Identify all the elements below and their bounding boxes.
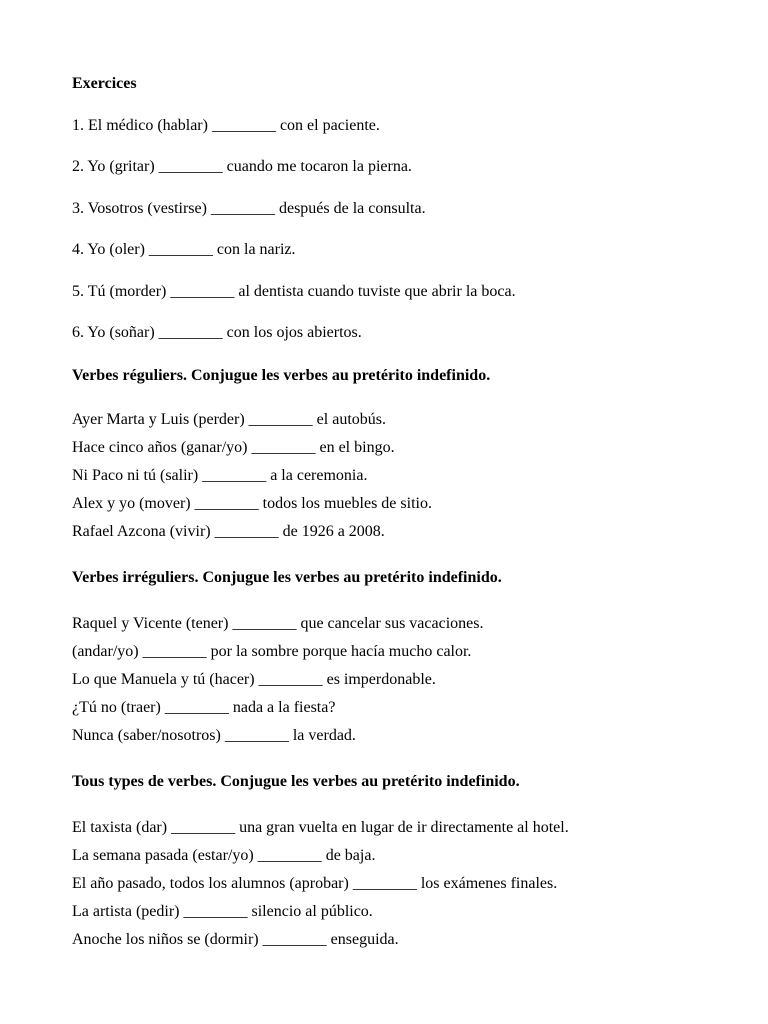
exercise-item: 4. Yo (oler) ________ con la nariz.	[72, 241, 296, 258]
list-item: Anoche los niños se (dormir) ________ enseguida.	[72, 931, 399, 948]
list-item: Ni Paco ni tú (salir) ________ a la ceremonia.	[72, 467, 368, 484]
exercise-item: 5. Tú (morder) ________ al dentista cuando tuviste que abrir la boca.	[72, 283, 516, 300]
list-item: La artista (pedir) ________ silencio al público.	[72, 903, 373, 920]
list-item: El taxista (dar) ________ una gran vuelta en lugar de ir directamente al hotel.	[72, 819, 569, 836]
list-item: (andar/yo) ________ por la sombre porque hacía mucho calor.	[72, 643, 472, 660]
list-item: La semana pasada (estar/yo) ________ de baja.	[72, 847, 376, 864]
list-item: ¿Tú no (traer) ________ nada a la fiesta?	[72, 699, 336, 716]
list-item: El año pasado, todos los alumnos (aprobar) ________ los exámenes finales.	[72, 875, 558, 892]
exercise-item: 1. El médico (hablar) ________ con el paciente.	[72, 117, 380, 134]
section-heading-all-types: Tous types de verbes. Conjugue les verbes au pretérito indefinido.	[72, 773, 520, 790]
list-item: Raquel y Vicente (tener) ________ que cancelar sus vacaciones.	[72, 615, 484, 632]
exercise-item: 2. Yo (gritar) ________ cuando me tocaron la pierna.	[72, 158, 412, 175]
list-item: Alex y yo (mover) ________ todos los muebles de sitio.	[72, 495, 432, 512]
list-item: Nunca (saber/nosotros) ________ la verdad.	[72, 727, 356, 744]
list-item: Lo que Manuela y tú (hacer) ________ es imperdonable.	[72, 671, 436, 688]
list-item: Ayer Marta y Luis (perder) ________ el autobús.	[72, 411, 386, 428]
list-item: Rafael Azcona (vivir) ________ de 1926 a 2008.	[72, 523, 385, 540]
section-heading-regular: Verbes réguliers. Conjugue les verbes au pretérito indefinido.	[72, 367, 491, 384]
section-heading-irregular: Verbes irréguliers. Conjugue les verbes au pretérito indefinido.	[72, 569, 502, 586]
page-title: Exercices	[72, 75, 137, 92]
list-item: Hace cinco años (ganar/yo) ________ en el bingo.	[72, 439, 395, 456]
exercise-item: 6. Yo (soñar) ________ con los ojos abiertos.	[72, 324, 362, 341]
exercise-item: 3. Vosotros (vestirse) ________ después de la consulta.	[72, 200, 426, 217]
